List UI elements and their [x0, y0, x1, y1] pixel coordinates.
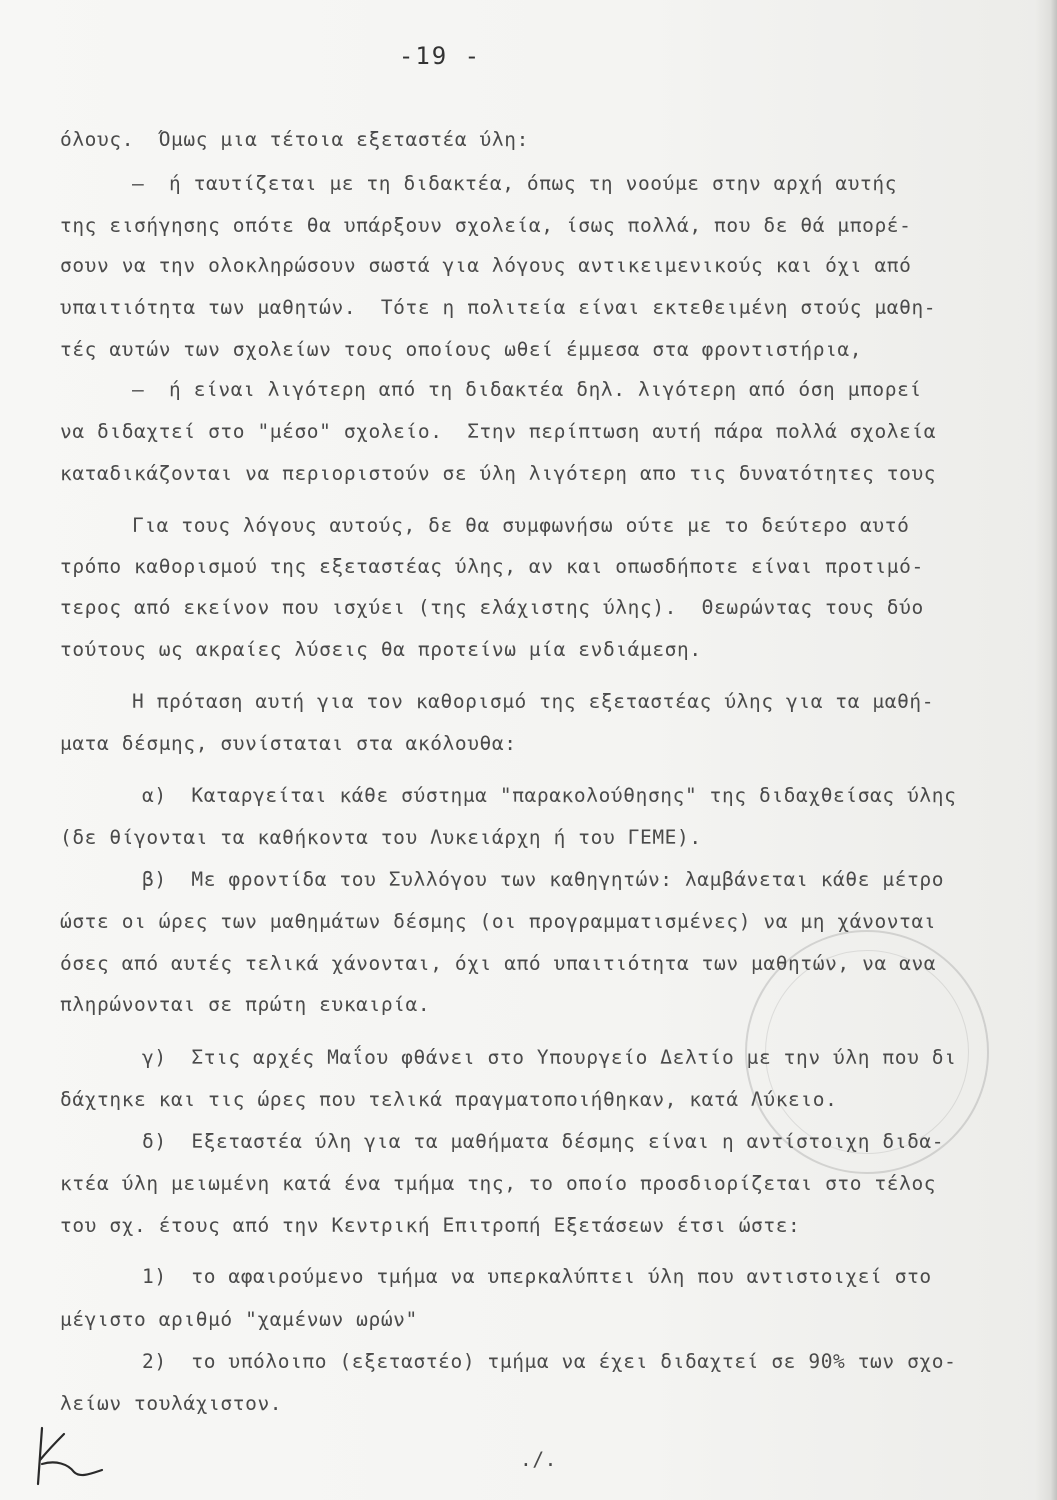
- text-line: – ή είναι λιγότερη από τη διδακτέα δηλ. λιγότερη από όση μπορεί: [132, 378, 922, 401]
- text-line: 1) το αφαιρούμενο τμήμα να υπερκαλύπτει ύλη που αντιστοιχεί στο: [142, 1265, 932, 1288]
- text-line: υπαιτιότητα των μαθητών. Τότε η πολιτεία είναι εκτεθειμένη στούς μαθη-: [60, 296, 937, 319]
- text-line: καταδικάζονται να περιοριστούν σε ύλη λιγότερη απο τις δυνατότητες τους: [60, 462, 937, 485]
- handwritten-signature: [28, 1420, 118, 1490]
- text-line: τερος από εκείνον που ισχύει (της ελάχιστης ύλης). Θεωρώντας τους δύο: [60, 596, 924, 619]
- text-line: τές αυτών των σχολείων τους οποίους ωθεί έμμεσα στα φροντιστήρια,: [60, 338, 863, 361]
- text-line: (δε θίγονται τα καθήκοντα του Λυκειάρχη ή του ΓΕΜΕ).: [60, 826, 702, 849]
- text-line: Για τους λόγους αυτούς, δε θα συμφωνήσω ούτε με το δεύτερο αυτό: [132, 514, 910, 537]
- text-line: όσες από αυτές τελικά χάνονται, όχι από υπαιτιότητα των μαθητών, να ανα: [60, 952, 937, 975]
- page-edge-shadow: [1035, 0, 1057, 1500]
- text-line: τούτους ως ακραίες λύσεις θα προτείνω μία ενδιάμεση.: [60, 638, 702, 661]
- text-line: να διδαχτεί στο "μέσο" σχολείο. Στην περίπτωση αυτή πάρα πολλά σχολεία: [60, 420, 937, 443]
- text-line: ματα δέσμης, συνίσταται στα ακόλουθα:: [60, 732, 517, 755]
- text-line: Η πρόταση αυτή για τον καθορισμό της εξεταστέας ύλης για τα μαθή-: [132, 690, 935, 713]
- text-line: γ) Στις αρχές Μαΐου φθάνει στο Υπουργείο Δελτίο με την ύλη που δι: [142, 1046, 957, 1069]
- text-line: α) Καταργείται κάθε σύστημα "παρακολούθησης" της διδαχθείσας ύλης: [142, 784, 957, 807]
- text-line: μέγιστο αριθμό "χαμένων ωρών": [60, 1308, 418, 1331]
- text-line: του σχ. έτους από την Κεντρική Επιτροπή Εξετάσεων έτσι ώστε:: [60, 1214, 801, 1237]
- text-line: λείων τουλάχιστον.: [60, 1392, 283, 1415]
- text-line: δ) Εξεταστέα ύλη για τα μαθήματα δέσμης είναι η αντίστοιχη διδα-: [142, 1130, 945, 1153]
- continuation-mark: ./.: [520, 1448, 558, 1471]
- text-line: κτέα ύλη μειωμένη κατά ένα τμήμα της, το οποίο προσδιορίζεται στο τέλος: [60, 1172, 937, 1195]
- text-line: δάχτηκε και τις ώρες που τελικά πραγματοποιήθηκαν, κατά Λύκειο.: [60, 1088, 838, 1111]
- text-line: ώστε οι ώρες των μαθημάτων δέσμης (οι προγραμματισμένες) να μη χάνονται: [60, 910, 937, 933]
- text-line: όλους. Όμως μια τέτοια εξεταστέα ύλη:: [60, 128, 529, 151]
- text-line: – ή ταυτίζεται με τη διδακτέα, όπως τη νοούμε στην αρχή αυτής: [132, 172, 898, 195]
- text-line: σουν να την ολοκληρώσουν σωστά για λόγους αντικειμενικούς και όχι από: [60, 254, 912, 277]
- text-line: της εισήγησης οπότε θα υπάρξουν σχολεία, ίσως πολλά, που δε θά μπορέ-: [60, 214, 912, 237]
- text-line: πληρώνονται σε πρώτη ευκαιρία.: [60, 993, 431, 1016]
- page-number: -19 -: [398, 42, 482, 70]
- text-line: β) Με φροντίδα του Συλλόγου των καθηγητών: λαμβάνεται κάθε μέτρο: [142, 868, 945, 891]
- text-line: τρόπο καθορισμού της εξεταστέας ύλης, αν και οπωσδήποτε είναι προτιμό-: [60, 555, 924, 578]
- text-line: 2) το υπόλοιπο (εξεταστέο) τμήμα να έχει διδαχτεί σε 90% των σχο-: [142, 1350, 957, 1373]
